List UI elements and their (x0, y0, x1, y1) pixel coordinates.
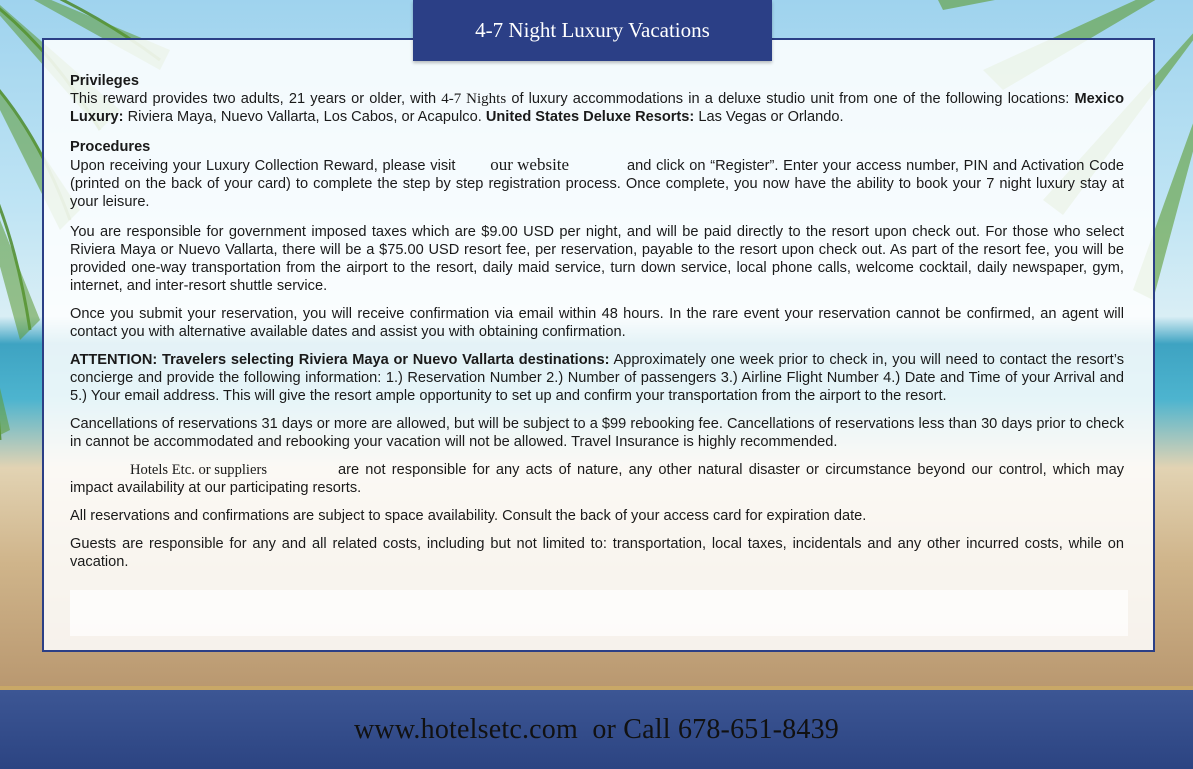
mexico-locations: Riviera Maya, Nuevo Vallarta, Los Cabos, or Acapulco. (123, 109, 486, 125)
procedure-availability: All reservations and confirmations are subject to space availability. Consult the back of your access card for expiration date. (70, 508, 867, 524)
procedure-confirmation: Once you submit your reservation, you will receive confirmation via email within 48 hours. In the rare event your reservation cannot be confirmed, an agent will contact you with alternative available dates and assist you with obtaining confirmation. (70, 306, 1124, 340)
title-banner (413, 0, 772, 61)
procedures-heading: Procedures (70, 139, 151, 155)
privileges-intro: This reward provides two adults, 21 years or older, with (70, 91, 442, 107)
footer-contact[interactable]: www.hotelsetc.com or Call 678-651-8439 (353, 713, 839, 745)
terms-content (70, 72, 1124, 571)
privileges-intro-end: of luxury accommodations in a deluxe studio unit from one of the following locations: (506, 91, 1070, 107)
procedure-register (70, 156, 1124, 211)
page-title: 4-7 Night Luxury Vacations (475, 18, 710, 42)
register-steps: and click on “Register”. Enter your access number, PIN and Activation Code (printed on the back of your card) to complete the step by step registration process. Once complete, you now have the ability to book your 7 night luxury stay at your leisure. (70, 158, 1124, 210)
blank-notes-area (70, 590, 1128, 636)
procedure-liability (70, 461, 1124, 497)
us-label: United States Deluxe Resorts: (485, 109, 695, 125)
procedure-cancellations: Cancellations of reservations 31 days or more are allowed, but will be subject to a $99 rebooking fee. Cancellations of reservations less than 30 days prior to check in cannot be accommodated and rebooking your vacation will not be allowed. Travel Insurance is highly recommended. (70, 416, 1124, 450)
procedure-taxes: You are responsible for government imposed taxes which are $9.00 USD per night, and will be paid directly to the resort upon check out. For those who select Riviera Maya or Nuevo Vallarta, there will be a $75.00 USD resort fee, per reservation, payable to the resort upon check out. As part of the resort fee, you will be provided one-way transportation from the airport to the resort, daily maid service, turn down service, local phone calls, welcome cocktail, daily newspaper, gym, internet, and inter-resort shuttle service. (70, 224, 1124, 294)
footer-bar (0, 690, 1193, 769)
website-link[interactable]: our website (490, 155, 570, 174)
procedure-attention (70, 351, 1124, 405)
attention-text: Approximately one week prior to check in, you will need to contact the resort’s concierge and provide the following information: 1.) Reservation Number 2.) Number of passengers 3.) Airline Flight Number 4.) Date and Time of your Arrival and 5.) Your email address. This will give the resort ample opportunity to set up and confirm your transportation from the airport to the resort. (70, 352, 1124, 404)
liability-text: are not responsible for any acts of nature, any other natural disaster or circumstance beyond our control, which may impact availability at our participating resorts. (70, 462, 1124, 496)
supplier-name: Hotels Etc. or suppliers (130, 462, 267, 478)
privileges-heading: Privileges (70, 73, 139, 89)
attention-label: ATTENTION: Travelers selecting Riviera Maya or Nuevo Vallarta destinations: (70, 352, 610, 368)
us-locations: Las Vegas or Orlando. (694, 109, 844, 125)
procedure-costs: Guests are responsible for any and all related costs, including but not limited to: transportation, local taxes, incidentals and any other incurred costs, while on vacation. (70, 536, 1124, 570)
register-intro: Upon receiving your Luxury Collection Reward, please visit (70, 158, 461, 174)
mexico-label: Mexico Luxury: (70, 91, 1124, 125)
privileges-text (70, 90, 1124, 126)
nights-value: 4-7 Nights (441, 91, 507, 107)
